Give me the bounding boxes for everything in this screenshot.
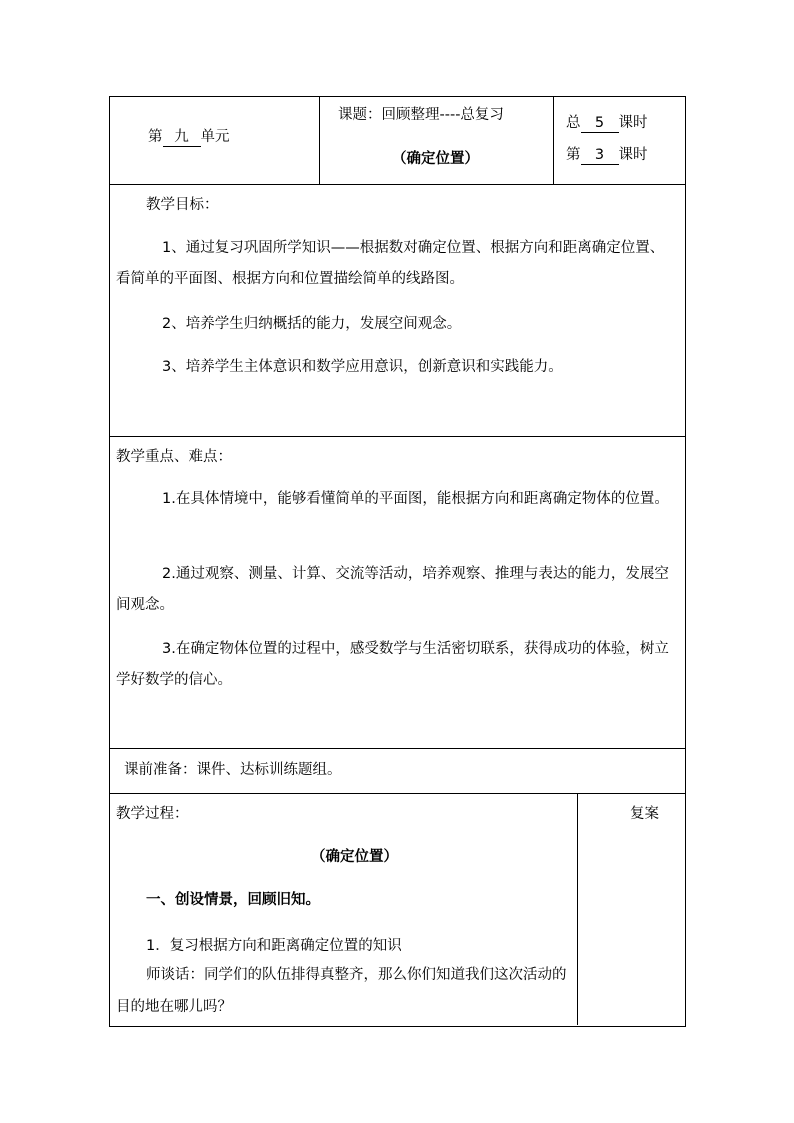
process-subtitle: （确定位置）: [311, 849, 398, 865]
unit-number: 九: [163, 129, 201, 147]
keypoints-heading: 教学重点、难点：: [116, 449, 232, 465]
teacher-dialogue: 师谈话：同学们的队伍排得真整齐，那么你们知道我们这次活动的目的地在哪儿吗？: [116, 967, 567, 1015]
objectives-heading: 教学目标：: [146, 197, 219, 213]
side-heading: 复案: [630, 806, 659, 822]
divider-objectives: [109, 436, 685, 437]
process-item: 1．复习根据方向和距离确定位置的知识: [146, 938, 402, 954]
current-hour: 第 3 课时: [566, 147, 648, 163]
process-heading: 教学过程：: [116, 806, 189, 822]
objective-item: 2、培养学生归纳概括的能力，发展空间观念。: [162, 316, 462, 332]
keypoint-item: 3.在确定物体位置的过程中，感受数学与生活密切联系，获得成功的体验，树立学好数学的信心。: [116, 641, 669, 688]
unit-label: 第 九 单元: [148, 129, 230, 145]
header-col-divider-1: [319, 96, 320, 184]
divider-header: [109, 184, 685, 185]
preparation-text: 课前准备：课件、达标训练题组。: [124, 762, 342, 778]
lesson-title: 课题：回顾整理----总复习: [338, 107, 504, 123]
total-hours: 总 5 课时: [566, 115, 648, 131]
divider-preparation: [109, 793, 685, 794]
keypoint-item: 2.通过观察、测量、计算、交流等活动，培养观察、推理与表达的能力，发展空间观念。: [116, 566, 669, 613]
lesson-subtitle: （确定位置）: [392, 151, 479, 167]
total-hours-value: 5: [581, 115, 619, 133]
divider-keypoints: [109, 748, 685, 749]
process-col-divider: [577, 793, 578, 1025]
objective-item: 3、培养学生主体意识和数学应用意识，创新意识和实践能力。: [162, 359, 563, 375]
section-heading: 一、创设情景，回顾旧知。: [146, 892, 320, 908]
current-hour-value: 3: [581, 147, 619, 165]
objective-item: 1、通过复习巩固所学知识——根据数对确定位置、根据方向和距离确定位置、看简单的平面图、根据方向和位置描绘简单的线路图。: [116, 240, 665, 287]
keypoint-item: 1.在具体情境中，能够看懂简单的平面图，能根据方向和距离确定物体的位置。: [162, 491, 669, 507]
header-col-divider-2: [553, 96, 554, 184]
